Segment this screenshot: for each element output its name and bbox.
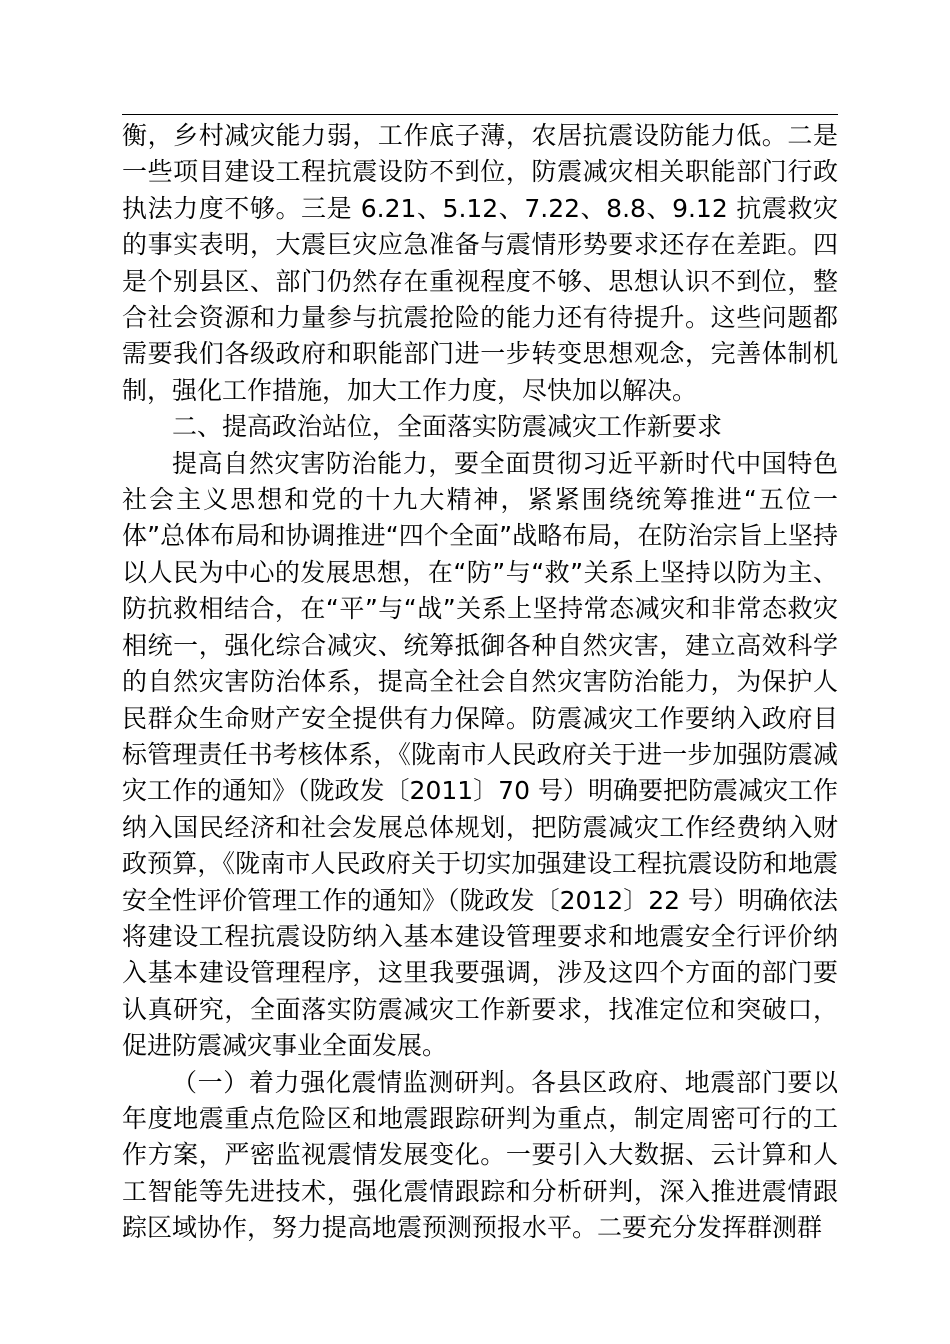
header-rule [122, 114, 838, 115]
paragraph-disaster-prevention: 提高自然灾害防治能力，要全面贯彻习近平新时代中国特色社会主义思想和党的十九大精神，紧紧围绕统筹推进“五位一体”总体布局和协调推进“四个全面”战略布局，在防治宗旨上坚持以人民为中心的发展思想，在“防”与“救”关系上坚持以防为主、防抗救相结合，在“平”与“战”关系上坚持常态减灾和非常态救灾相统一，强化综合减灾、统筹抵御各种自然灾害，建立高效科学的自然灾害防治体系，提高全社会自然灾害防治能力，为保护人民群众生命财产安全提供有力保障。防震减灾工作要纳入政府目标管理责任书考核体系，《陇南市人民政府关于进一步加强防震减灾工作的通知》（陇政发〔2011〕70 号）明确要把防震减灾工作纳入国民经济和社会发展总体规划，把防震减灾工作经费纳入财政预算，《陇南市人民政府关于切实加强建设工程抗震设防和地震安全性评价管理工作的通知》（陇政发〔2012〕22 号）明确依法将建设工程抗震设防纳入基本建设管理要求和地震安全行评价纳入基本建设管理程序，这里我要强调，涉及这四个方面的部门要认真研究，全面落实防震减灾工作新要求，找准定位和突破口，促进防震减灾事业全面发展。 [122, 448, 838, 1061]
paragraph-problems-continued: 衡，乡村减灾能力弱，工作底子薄，农居抗震设防能力低。二是一些项目建设工程抗震设防不到位，防震减灾相关职能部门行政执法力度不够。三是 6.21、5.12、7.22、8.8、9.12 抗震救灾的事实表明，大震巨灾应急准备与震情形势要求还存在差距。四是个别县区、部门仍然存在重视程度不够、思想认识不到位，整合社会资源和力量参与抗震抢险的能力还有待提升。这些问题都需要我们各级政府和职能部门进一步转变思想观念，完善体制机制，强化工作措施，加大工作力度，尽快加以解决。 [122, 121, 838, 405]
document-body [122, 118, 838, 1247]
paragraph-seismic-monitoring: （一）着力强化震情监测研判。各县区政府、地震部门要以年度地震重点危险区和地震跟踪研判为重点，制定周密可行的工作方案，严密监视震情发展变化。一要引入大数据、云计算和人工智能等先进技术，强化震情跟踪和分析研判，深入推进震情跟踪区域协作，努力提高地震预测预报水平。二要充分发挥群测群 [122, 1067, 838, 1243]
section-heading-2: 二、提高政治站位，全面落实防震减灾工作新要求 [172, 412, 723, 442]
